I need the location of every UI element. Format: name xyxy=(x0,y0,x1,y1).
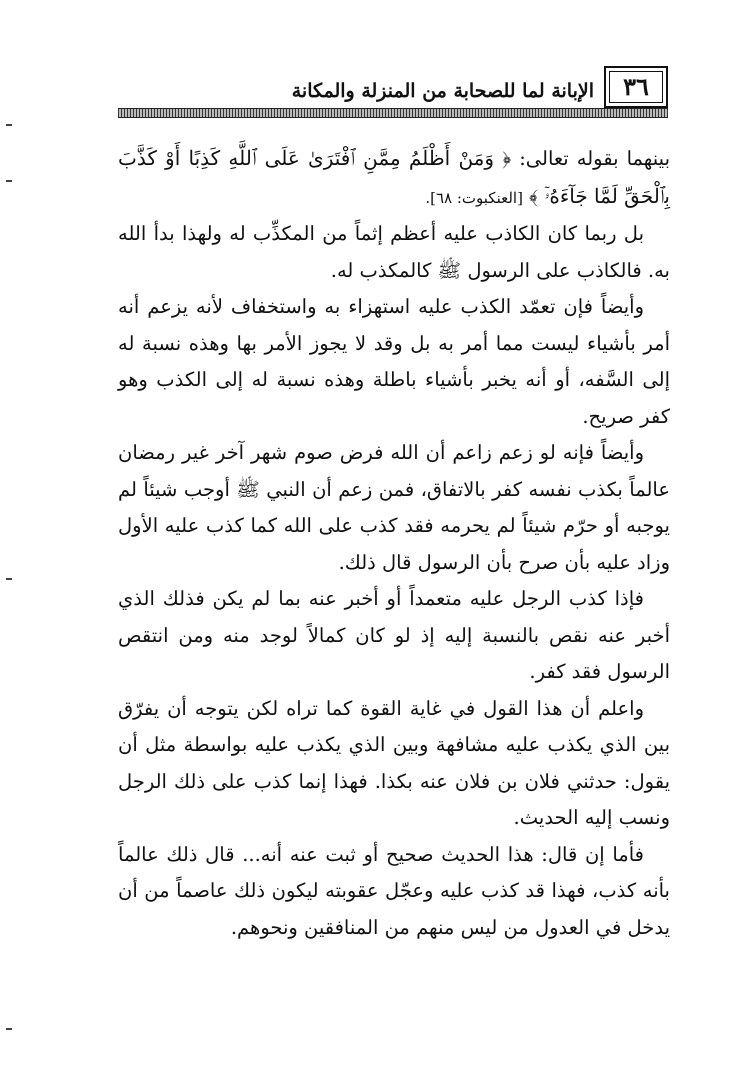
margin-tick xyxy=(6,1028,12,1030)
paragraph-6: واعلم أن هذا القول في غاية القوة كما تراه لكن يتوجه أن يفرّق بين الذي يكذب عليه مشافهة وبين الذي يكذب عليه بواسطة مثل أن يقول: حدثني فلان بن فلان عنه بكذا. فهذا إنما كذب على ذلك الرجل ونسب إليه الحديث. xyxy=(118,696,670,829)
page-number-frame xyxy=(604,66,668,108)
paragraph-5: فإذا كذب الرجل عليه متعمداً أو أخبر عنه بما لم يكن فذلك الذي أخبر عنه نقص بالنسبة إليه إذ لو كان كمالاً لوجد منه ومن انتقص الرسول فقد كفر. xyxy=(118,587,670,683)
margin-tick xyxy=(6,124,12,126)
body-text xyxy=(118,140,670,946)
running-title: الإبانة لما للصحابة من المنزلة والمكانة xyxy=(291,80,594,102)
paragraph-4: وأيضاً فإنه لو زعم زاعم أن الله فرض صوم شهر آخر غير رمضان عالماً بكذب نفسه كفر بالاتفاق، فمن زعم أن النبي ﷺ أوجب شيئاً لم يوجبه أو حرّم شيئاً لم يحرمه فقد كذب على الله كما كذب عليه الأول وزاد عليه بأن صرح بأن الرسول قال ذلك. xyxy=(118,441,670,574)
verse-citation: [العنكبوت: ٦٨]. xyxy=(425,188,523,207)
paragraph-1 xyxy=(118,140,670,216)
margin-tick xyxy=(6,180,12,182)
paragraph-3: وأيضاً فإن تعمّد الكذب عليه استهزاء به واستخفاف لأنه يزعم أنه أمر بأشياء ليست مما أمر به بل وقد لا يجوز الأمر بها وهذه نسبة له إلى السَّفه، أو أنه يخبر بأشياء باطلة وهذه نسبة له إلى الكذب وهو كفر صريح. xyxy=(118,295,670,428)
header-rule xyxy=(118,108,668,118)
quran-verse: ﴿ وَمَنْ أَظْلَمُ مِمَّنِ ٱفْتَرَىٰ عَلَى ٱللَّهِ كَذِبًا أَوْ كَذَّبَ بِٱلْحَقِّ لَمَّا جَآءَهُۥٓ ﴾ xyxy=(118,146,670,208)
page-number: ٣٦ xyxy=(623,72,649,101)
verse-intro: بينهما بقوله تعالى: xyxy=(519,147,670,170)
paragraph-7: فأما إن قال: هذا الحديث صحيح أو ثبت عنه أنه... قال ذلك عالماً بأنه كذب، فهذا قد كذب عليه وعجّل عقوبته ليكون ذلك عاصماً من أن يدخل في العدول من ليس منهم من المنافقين ونحوهم. xyxy=(118,842,670,939)
paragraph-2: بل ربما كان الكاذب عليه أعظم إثماً من المكذِّب له ولهذا بدأ الله به. فالكاذب على الرسول ﷺ كالمكذب له. xyxy=(118,222,670,282)
margin-tick xyxy=(6,578,12,580)
